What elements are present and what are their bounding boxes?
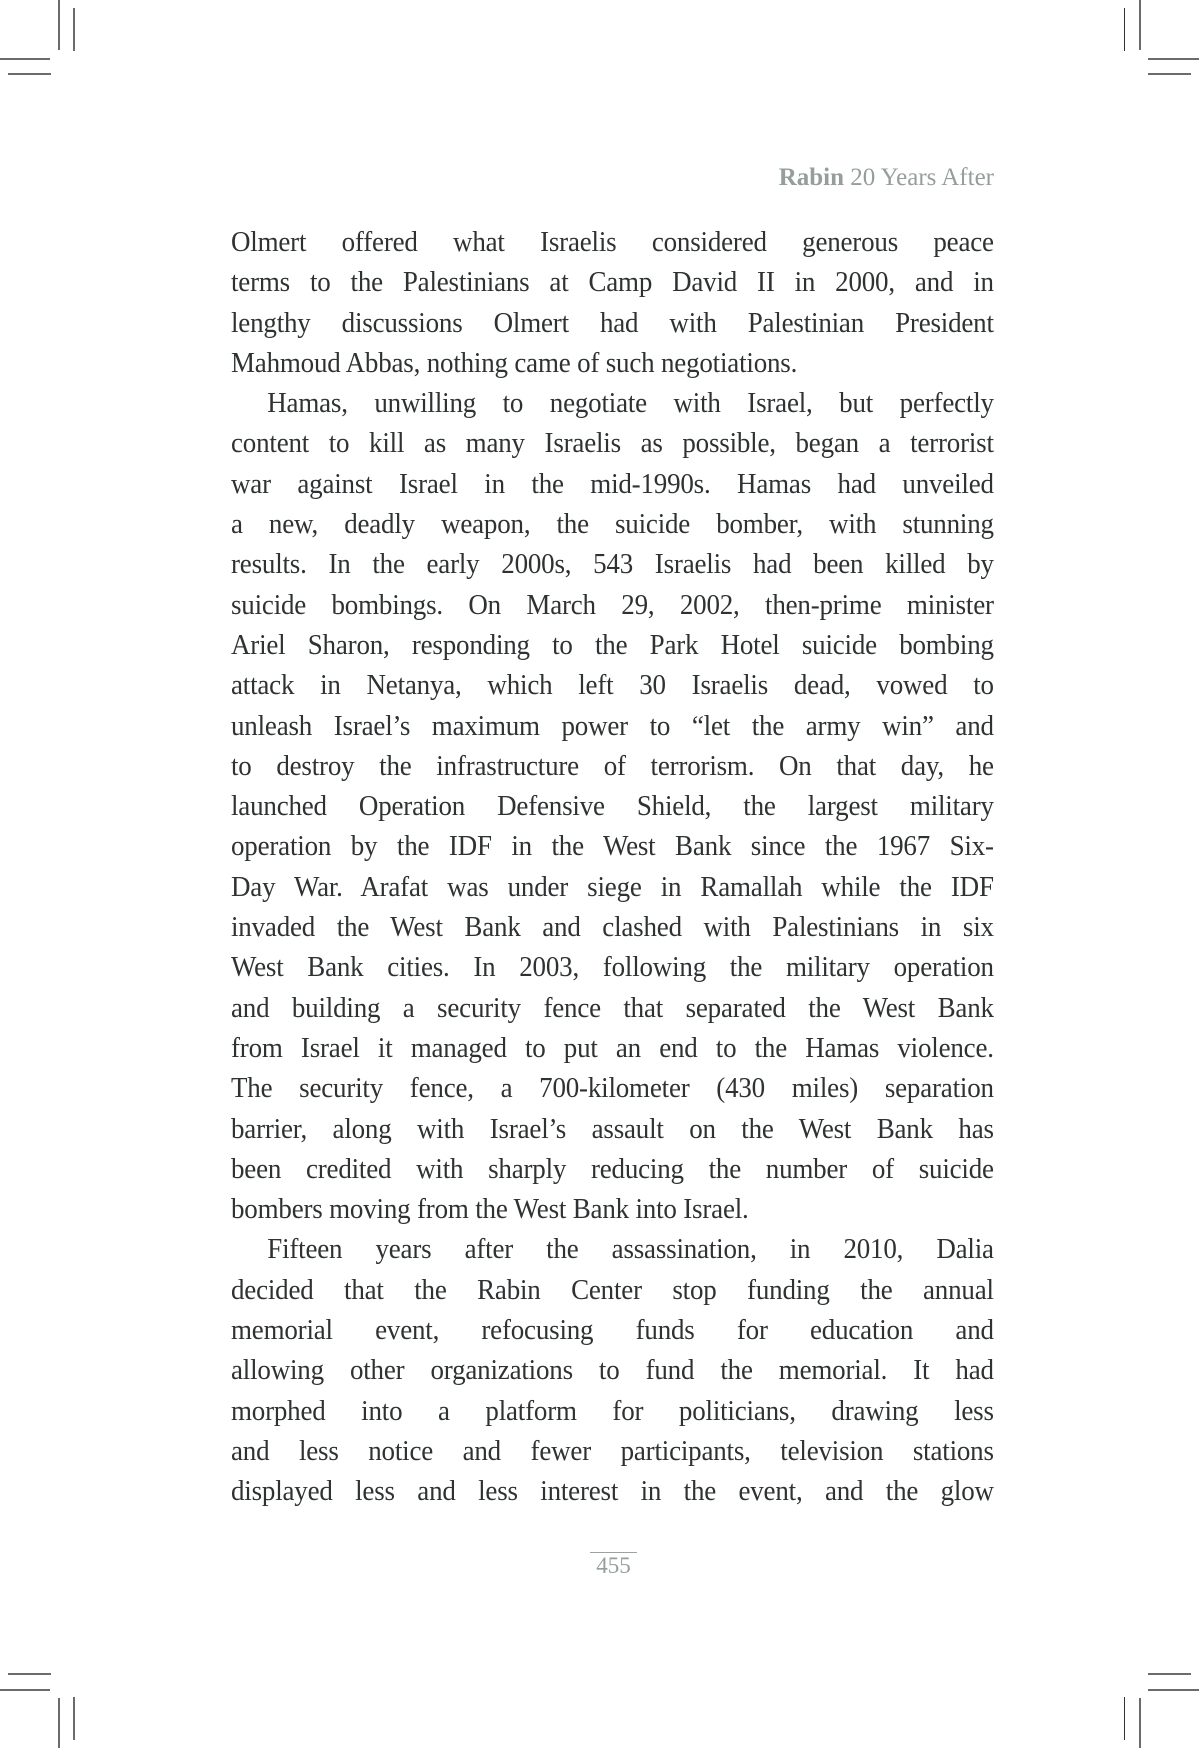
- text-line: war against Israel in the mid-1990s. Hamas had unveiled: [231, 467, 994, 500]
- text-line: from Israel it managed to put an end to the Hamas violence.: [231, 1031, 994, 1064]
- text-line: bombers moving from the West Bank into Israel.: [231, 1193, 749, 1226]
- crop-mark-bottom-left-vertical-inner: [73, 1697, 75, 1740]
- text-line: launched Operation Defensive Shield, the largest military: [231, 790, 994, 823]
- paragraph: [231, 1229, 994, 1511]
- page-number: 455: [596, 1553, 631, 1578]
- text-line: Mahmoud Abbas, nothing came of such negotiations.: [231, 346, 798, 379]
- running-head-title-bold: Rabin: [778, 164, 844, 191]
- text-line: invaded the West Bank and clashed with Palestinians in six: [231, 911, 994, 944]
- text-line: and building a security fence that separated the West Bank: [231, 991, 994, 1024]
- crop-mark-top-left-vertical-inner: [73, 8, 75, 51]
- text-line: suicide bombings. On March 29, 2002, then-prime minister: [231, 588, 994, 621]
- text-line: attack in Netanya, which left 30 Israelis dead, vowed to: [231, 669, 994, 702]
- text-line: and less notice and fewer participants, television stations: [231, 1434, 994, 1467]
- crop-mark-top-left-vertical-outer: [58, 0, 60, 50]
- text-line: displayed less and less interest in the event, and the glow: [231, 1475, 994, 1508]
- text-line: a new, deadly weapon, the suicide bomber, with stunning: [231, 508, 994, 541]
- body-text: [231, 222, 994, 1512]
- crop-mark-top-right-horizontal-outer: [1148, 58, 1199, 60]
- text-line: terms to the Palestinians at Camp David II in 2000, and in: [231, 266, 994, 299]
- text-line: The security fence, a 700-kilometer (430 miles) separation: [231, 1072, 994, 1105]
- text-line: content to kill as many Israelis as possible, began a terrorist: [231, 427, 994, 460]
- text-line: decided that the Rabin Center stop funding the annual: [231, 1273, 994, 1306]
- text-line: memorial event, refocusing funds for education and: [231, 1314, 994, 1347]
- crop-mark-bottom-left-horizontal-outer: [0, 1689, 50, 1691]
- text-line: Olmert offered what Israelis considered generous peace: [231, 226, 994, 258]
- text-line: barrier, along with Israel’s assault on the West Bank has: [231, 1112, 994, 1145]
- text-line: lengthy discussions Olmert had with Palestinian President: [231, 306, 994, 339]
- text-line: to destroy the infrastructure of terrorism. On that day, he: [231, 749, 994, 782]
- crop-mark-bottom-left-vertical-outer: [58, 1698, 60, 1748]
- text-line: results. In the early 2000s, 543 Israelis had been killed by: [231, 548, 994, 581]
- text-line: morphed into a platform for politicians, drawing less: [231, 1394, 994, 1427]
- paragraph: [231, 222, 994, 383]
- crop-mark-top-right-horizontal-inner: [1148, 73, 1191, 75]
- crop-mark-bottom-right-horizontal-inner: [1148, 1673, 1191, 1675]
- text-line: Hamas, unwilling to negotiate with Israel, but perfectly: [267, 387, 994, 420]
- crop-mark-top-right-vertical-inner: [1124, 8, 1125, 51]
- crop-mark-top-left-horizontal-inner: [8, 73, 51, 75]
- running-head-title-rest: 20 Years After: [844, 164, 994, 191]
- text-line: Day War. Arafat was under siege in Ramallah while the IDF: [231, 870, 994, 903]
- paragraph: [231, 383, 994, 1229]
- text-line: Ariel Sharon, responding to the Park Hotel suicide bombing: [231, 628, 994, 661]
- text-line: been credited with sharply reducing the number of suicide: [231, 1152, 994, 1185]
- crop-mark-bottom-right-vertical-outer: [1139, 1698, 1141, 1748]
- text-line: unleash Israel’s maximum power to “let the army win” and: [231, 709, 994, 742]
- crop-mark-bottom-left-horizontal-inner: [8, 1673, 51, 1675]
- crop-mark-bottom-right-horizontal-outer: [1148, 1689, 1199, 1691]
- text-line: Fifteen years after the assassination, in 2010, Dalia: [267, 1233, 994, 1266]
- text-line: operation by the IDF in the West Bank since the 1967 Six-: [231, 830, 994, 863]
- text-line: allowing other organizations to fund the memorial. It had: [231, 1354, 994, 1387]
- crop-mark-bottom-right-vertical-inner: [1124, 1697, 1125, 1740]
- running-head: [600, 163, 994, 193]
- text-line: West Bank cities. In 2003, following the military operation: [231, 951, 994, 984]
- crop-mark-top-right-vertical-outer: [1139, 0, 1141, 50]
- crop-mark-top-left-horizontal-outer: [0, 58, 50, 60]
